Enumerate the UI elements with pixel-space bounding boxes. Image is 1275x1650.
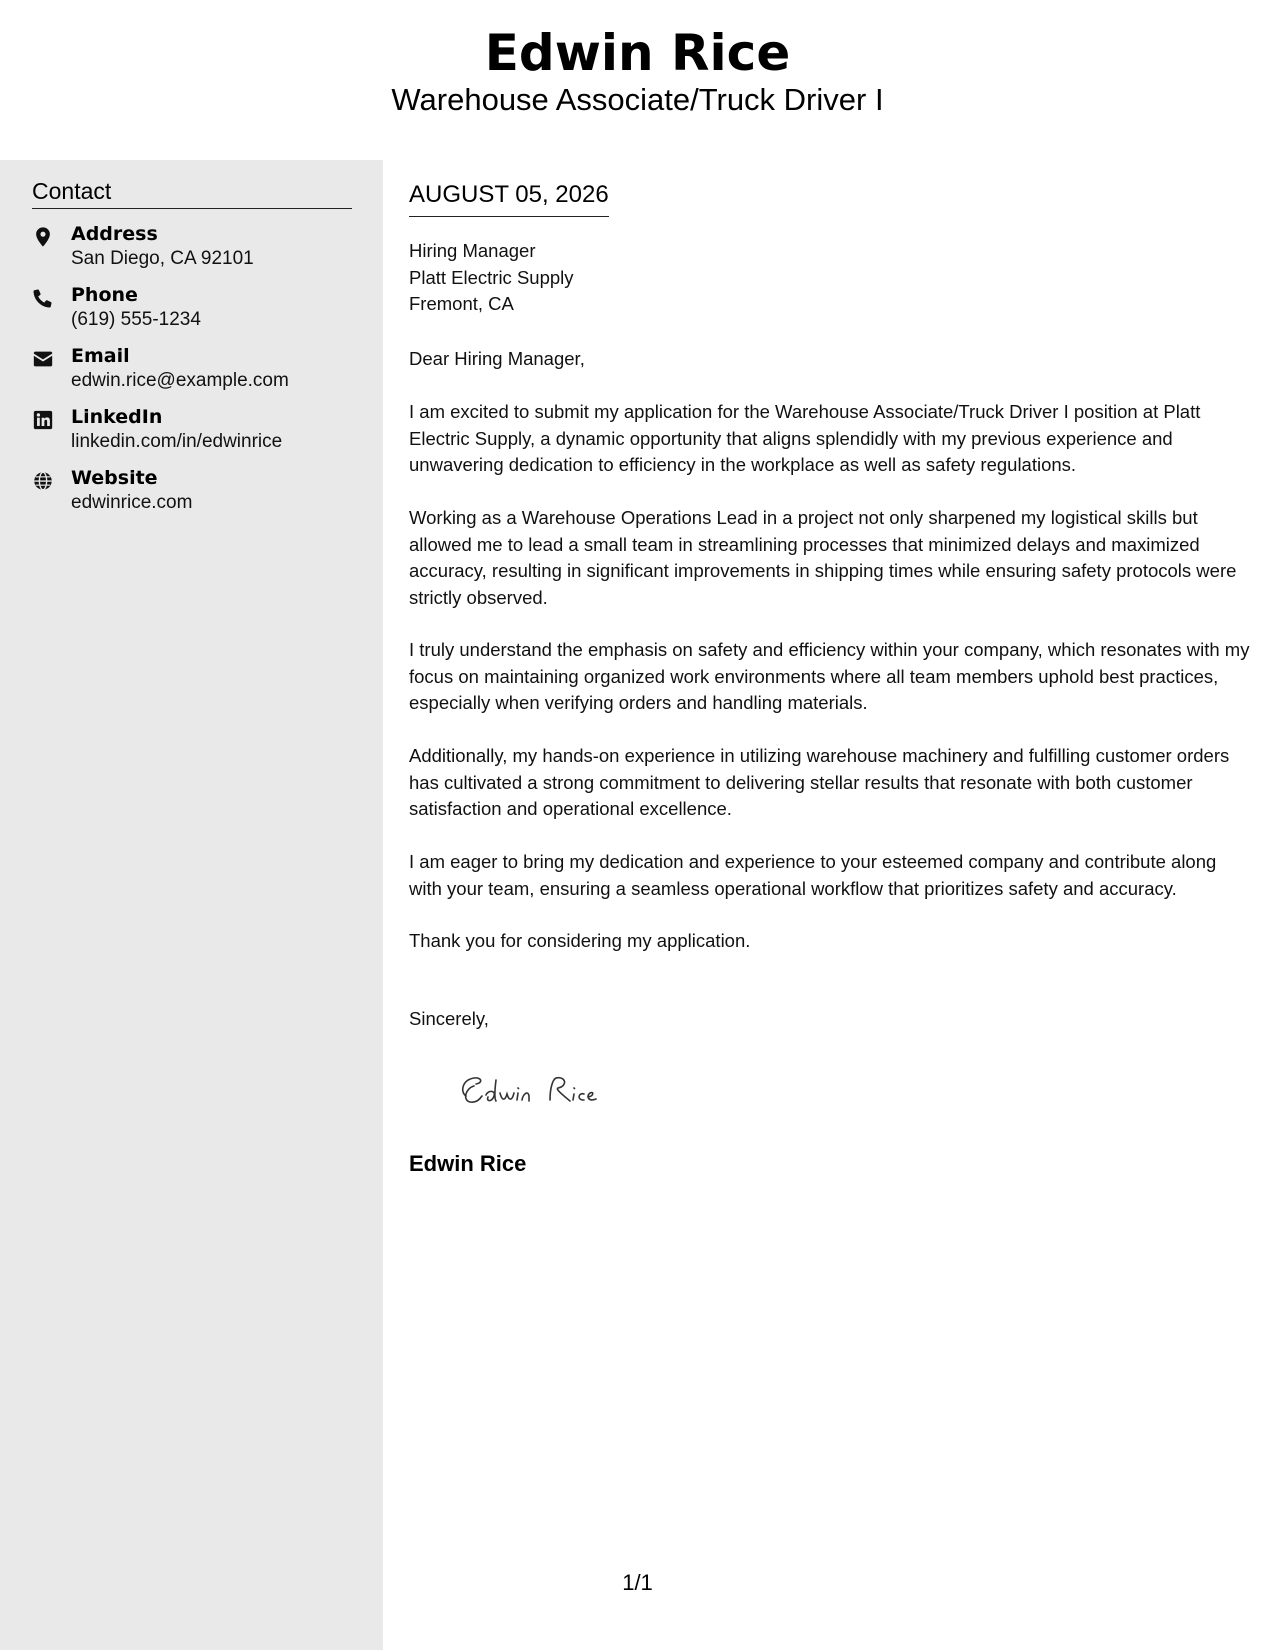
page-number: 1/1 <box>622 1570 653 1595</box>
contact-value-address: San Diego, CA 92101 <box>71 248 254 269</box>
closing: Sincerely, <box>409 1008 489 1029</box>
letter-header <box>0 0 1275 160</box>
contact-phone <box>32 283 362 339</box>
letter-paragraph: I am excited to submit my application for the Warehouse Associate/Truck Driver I position at Platt Electric Supply, a dynamic opportunity that aligns splendidly with my previous experience and unwavering dedication to efficiency in the workplace as well as safety regulations. <box>409 401 1201 475</box>
salutation: Dear Hiring Manager, <box>409 348 585 369</box>
contact-label-email: Email <box>71 345 130 367</box>
globe-icon <box>32 470 54 492</box>
contact-value-email[interactable]: edwin.rice@example.com <box>71 370 289 391</box>
map-pin-icon <box>32 226 54 248</box>
applicant-title: Warehouse Associate/Truck Driver I <box>391 82 884 117</box>
recipient-line: Fremont, CA <box>409 293 514 314</box>
contact-label-website: Website <box>71 467 158 489</box>
contact-value-linkedin[interactable]: linkedin.com/in/edwinrice <box>71 431 283 452</box>
recipient-line: Hiring Manager <box>409 240 536 261</box>
contact-heading: Contact <box>32 176 352 209</box>
letter-paragraph: Thank you for considering my application. <box>409 930 751 951</box>
letter-paragraph: I truly understand the emphasis on safety and efficiency within your company, which resonates with my focus on maintaining organized work environments where all team members uphold best practices, especially when verifying orders and handling materials. <box>409 639 1250 713</box>
letter-paragraph: I am eager to bring my dedication and experience to your esteemed company and contribute along with your team, ensuring a seamless operational workflow that prioritizes safety and accuracy. <box>409 851 1217 899</box>
contact-linkedin <box>32 405 362 461</box>
handwritten-signature <box>452 1066 632 1116</box>
applicant-name: Edwin Rice <box>484 24 791 82</box>
letter-paragraph: Additionally, my hands-on experience in utilizing warehouse machinery and fulfilling customer orders has cultivated a strong commitment to delivering stellar results that resonate with both customer satisfaction and operational excellence. <box>409 745 1230 819</box>
contact-value-phone: (619) 555-1234 <box>71 309 201 330</box>
letter-date: AUGUST 05, 2026 <box>409 179 609 217</box>
contact-label-phone: Phone <box>71 284 138 306</box>
letter-paragraph: Working as a Warehouse Operations Lead in a project not only sharpened my logistical skills but allowed me to lead a small team in streamlining processes that minimized delays and maximized accuracy, resulting in significant improvements in shipping times while ensuring safety protocols were strictly observed. <box>409 507 1237 608</box>
contact-label-address: Address <box>71 223 158 245</box>
recipient-block <box>409 238 574 318</box>
linkedin-icon <box>32 409 54 431</box>
contact-address <box>32 222 362 278</box>
phone-icon <box>32 287 54 309</box>
signed-name: Edwin Rice <box>409 1151 527 1176</box>
recipient-line: Platt Electric Supply <box>409 266 574 288</box>
contact-website <box>32 466 362 522</box>
contact-value-website[interactable]: edwinrice.com <box>71 492 193 513</box>
contact-label-linkedin: LinkedIn <box>71 406 163 428</box>
envelope-icon <box>32 348 54 370</box>
contact-email <box>32 344 362 400</box>
